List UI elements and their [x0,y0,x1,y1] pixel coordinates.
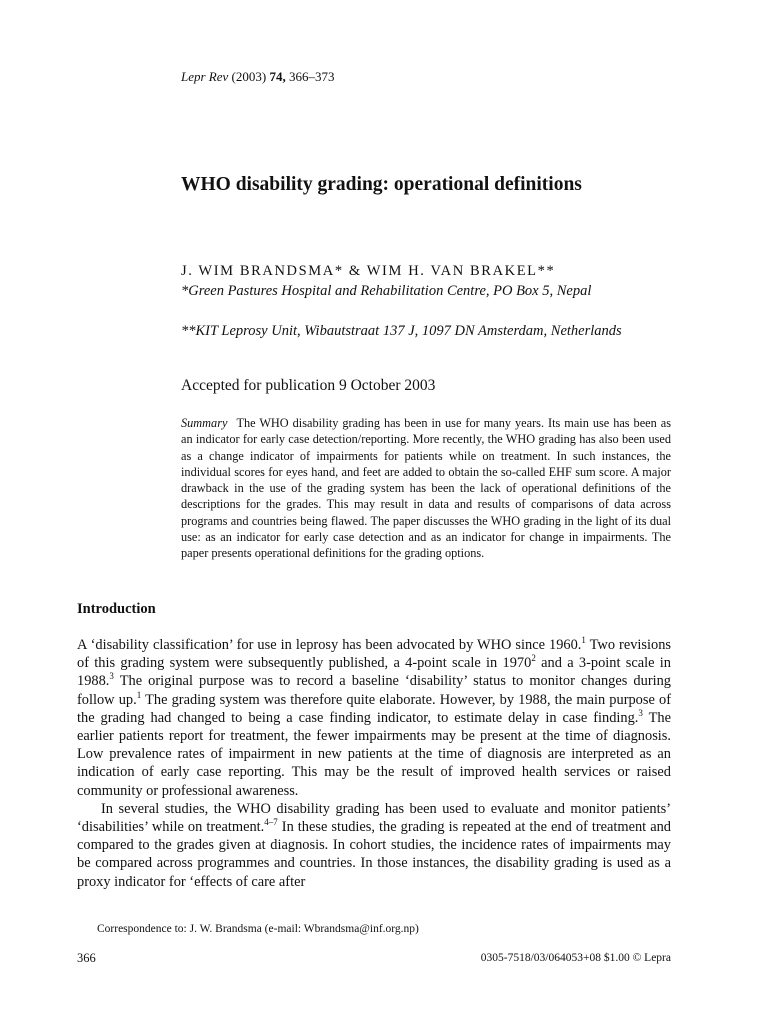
text-run: Two revisions of this grading system were subsequently published, a 4-point scale in 1970 [77,637,671,672]
paper-title: WHO disability grading: operational definitions [181,174,582,195]
citation-superscript: 2 [531,653,536,664]
text-run: and a 3-point scale in 1988. [77,655,671,690]
journal-pages: 366–373 [288,69,335,84]
accepted-date: Accepted for publication 9 October 2003 [181,377,436,394]
citation-superscript: 3 [638,708,643,719]
citation-superscript: 1 [136,689,142,700]
section-heading-introduction: Introduction [77,601,156,617]
copyright-line: 0305-7518/03/064053+08 $1.00 © Lepra [480,952,671,964]
journal-year: (2003) [231,69,267,84]
summary-abstract [181,415,671,562]
text-run: The earlier patients report for treatment, the fewer impairments may be present at the time of diagnosis. Low prevalence rates of impairment in new patients at the time of diagnosis are interpreted as an indication of early case reporting. This may be the result of improved health services or raised community or professional awareness. [77,709,671,799]
citation-superscript: 3 [109,671,114,682]
journal-volume: 74, [269,69,286,84]
correspondence-footnote: Correspondence to: J. W. Brandsma (e-mail: Wbrandsma@inf.org.np) [97,923,419,935]
text-run: The grading system was therefore quite elaborate. However, by 1988, the main purpose of the grading had changed to being a case finding indicator, to estimate delay in case finding. [77,691,671,726]
page-number: 366 [77,951,96,965]
affiliation-1: *Green Pastures Hospital and Rehabilitation Centre, PO Box 5, Nepal [181,283,592,299]
text-run: In these studies, the grading is repeated at the end of treatment and compared to the grades given at diagnosis. In cohort studies, the incidence rates of impairments may be compared across programmes and countries. In those instances, the disability grading is used as a proxy indicator for ‘effects of care after [77,819,671,890]
summary-text: The WHO disability grading has been in use for many years. Its main use has been as an indicator for early case detection/reporting. More recently, the WHO grading has also been used as a change indicator of impairments for patients while on treatment. In such instances, the individual scores for eyes hand, and feet are added to obtain the so-called EHF sum score. A major drawback in the use of the grading system has been the lack of operational definitions of the descriptions for the grades. This may result in data and results of comparisons of data across programs and countries being flawed. The paper discusses the WHO grading in the light of its dual use: as an indicator for early case detection and as an indicator for change in impairments. The paper presents operational definitions for the grading options. [181,416,671,561]
text-run: In several studies, the WHO disability grading has been used to evaluate and monitor patients’ ‘disabilities’ while on treatment. [77,800,671,836]
citation-superscript: 4–7 [264,817,278,828]
summary-label: Summary [181,416,228,430]
body-text [77,636,671,891]
affiliation-2: **KIT Leprosy Unit, Wibautstraat 137 J, 1097 DN Amsterdam, Netherlands [181,323,622,339]
citation-superscript: 1 [581,635,586,646]
text-run: The original purpose was to record a baseline ‘disability’ status to monitor changes during follow up. [77,673,671,708]
journal-name: Lepr Rev [181,69,229,84]
journal-citation [181,69,334,85]
paragraph-1 [77,636,671,800]
text-run: A ‘disability classification’ for use in leprosy has been advocated by WHO since 1960. [77,637,582,653]
author-list: J. WIM BRANDSMA* & WIM H. VAN BRAKEL** [181,263,556,279]
paragraph-2 [77,800,671,891]
